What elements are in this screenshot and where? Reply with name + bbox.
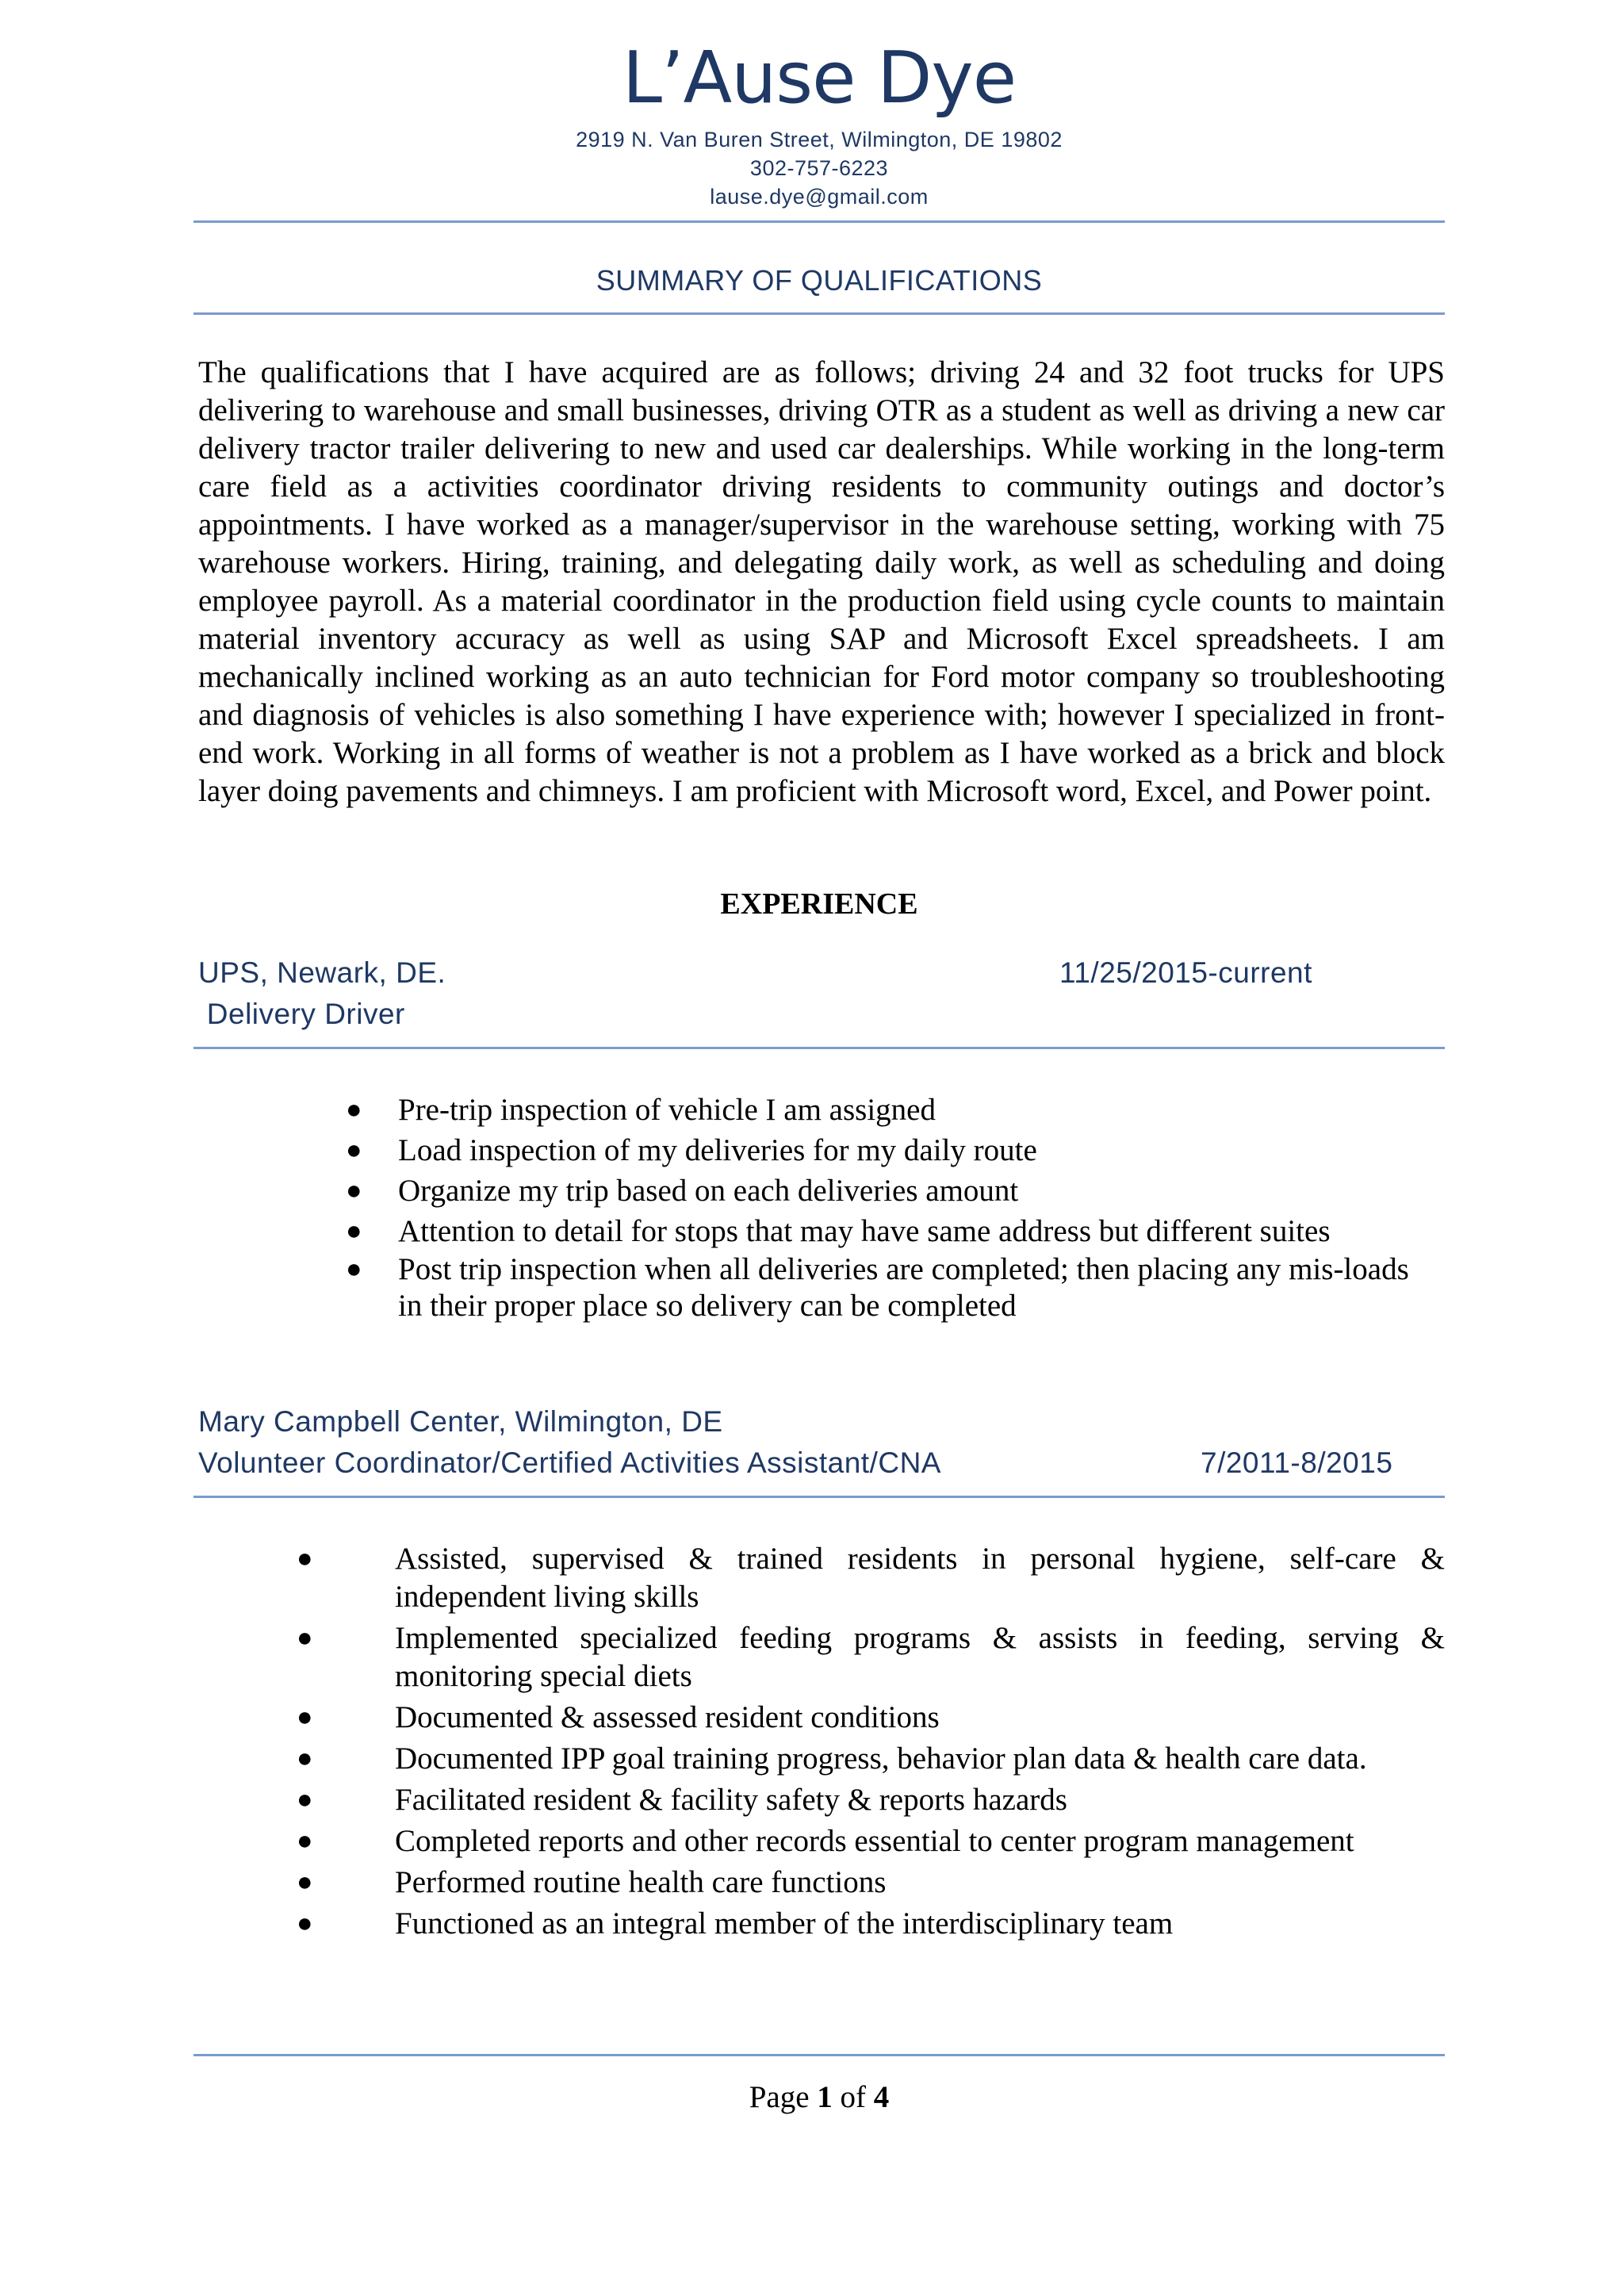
bullet-icon: ● [346, 1216, 362, 1246]
bullet-icon: ● [346, 1095, 362, 1125]
bullet-icon: ● [297, 1544, 313, 1573]
job-2-role: Volunteer Coordinator/Certified Activities Assistant/CNA [198, 1446, 941, 1479]
page-number: Page 1 of 4 [749, 2080, 890, 2114]
bullet-icon: ● [297, 1868, 313, 1897]
bullet-icon: ● [297, 1785, 313, 1814]
job-1-role: Delivery Driver [198, 998, 405, 1030]
bullet-icon: ● [297, 1623, 313, 1653]
bullet-icon: ● [297, 1703, 313, 1732]
bullet-icon: ● [346, 1255, 362, 1284]
list-item: ● Post trip inspection when all deliveries are completed; then placing any mis-loads in their proper place so delivery can be completed [346, 1252, 1409, 1323]
applicant-name: L’Ause Dye [622, 36, 1017, 120]
bullet-icon: ● [346, 1136, 362, 1165]
list-item: ● Facilitated resident & facility safety & reports hazards [198, 1781, 1445, 1819]
summary-text: The qualifications that I have acquired are as follows; driving 24 and 32 foot trucks for UPS delivering to warehouse and small businesses, driving OTR as a student as well as driving a new car delivery tractor trailer delivering to new and used car dealerships. While working in the long-term care field as a activities coordinator driving residents to community outings and doctor’s appointments. I have worked as a manager/supervisor in the warehouse setting, working with 75 warehouse workers. Hiring, training, and delegating daily work, as well as scheduling and doing employee payroll. As a material coordinator in the production field using cycle counts to maintain material inventory accuracy as well as using SAP and Microsoft Excel spreadsheets. I am mechanically inclined working as an auto technician for Ford motor company so troubleshooting and diagnosis of vehicles is also something I have experience with; however I specialized in front-end work. Working in all forms of weather is not a problem as I have worked as a brick and block layer doing pavements and chimneys. I am proficient with Microsoft word, Excel, and Power point. [198, 355, 1445, 808]
header-divider [193, 220, 1445, 223]
list-item: ● Documented IPP goal training progress, behavior plan data & health care data. [198, 1740, 1445, 1778]
phone-number: 302-757-6223 [749, 156, 889, 180]
list-item: ● Pre-trip inspection of vehicle I am assigned [198, 1090, 1419, 1130]
contact-header [193, 32, 1445, 211]
job-1-divider [193, 1047, 1445, 1049]
list-item: ● Load inspection of my deliveries for my daily route [198, 1130, 1419, 1170]
job-2-divider [193, 1496, 1445, 1498]
summary-divider [193, 312, 1445, 315]
job-1-duties [198, 1090, 1419, 1324]
bullet-icon: ● [346, 1176, 362, 1205]
list-item: ● Organize my trip based on each deliveries amount [198, 1170, 1419, 1211]
list-item: ● Implemented specialized feeding programs & assists in feeding, serving & monitoring special diets [297, 1621, 1445, 1693]
experience-title: EXPERIENCE [720, 887, 918, 921]
job-1-employer: UPS, Newark, DE. [198, 956, 446, 989]
footer-divider [193, 2054, 1445, 2056]
job-2-employer: Mary Campbell Center, Wilmington, DE [198, 1405, 723, 1438]
summary-title: SUMMARY OF QUALIFICATIONS [596, 264, 1043, 297]
job-2-dates: 7/2011-8/2015 [1201, 1446, 1393, 1479]
bullet-icon: ● [297, 1826, 313, 1856]
bullet-icon: ● [297, 1909, 313, 1938]
list-item: ● Completed reports and other records essential to center program management [198, 1822, 1445, 1860]
list-item: ● Attention to detail for stops that may have same address but different suites [198, 1211, 1419, 1251]
email-address: lause.dye@gmail.com [710, 185, 929, 209]
bullet-icon: ● [297, 1744, 313, 1773]
list-item: ● Performed routine health care functions [198, 1864, 1445, 1902]
job-1-dates: 11/25/2015-current [1059, 956, 1312, 989]
list-item: ● Documented & assessed resident conditions [198, 1699, 1445, 1737]
address: 2919 N. Van Buren Street, Wilmington, DE 19802 [576, 128, 1063, 151]
list-item: ● Assisted, supervised & trained residents in personal hygiene, self-care & independent living skills [297, 1542, 1445, 1614]
list-item: ● Functioned as an integral member of the interdisciplinary team [198, 1905, 1445, 1943]
job-2-duties [198, 1540, 1445, 1946]
